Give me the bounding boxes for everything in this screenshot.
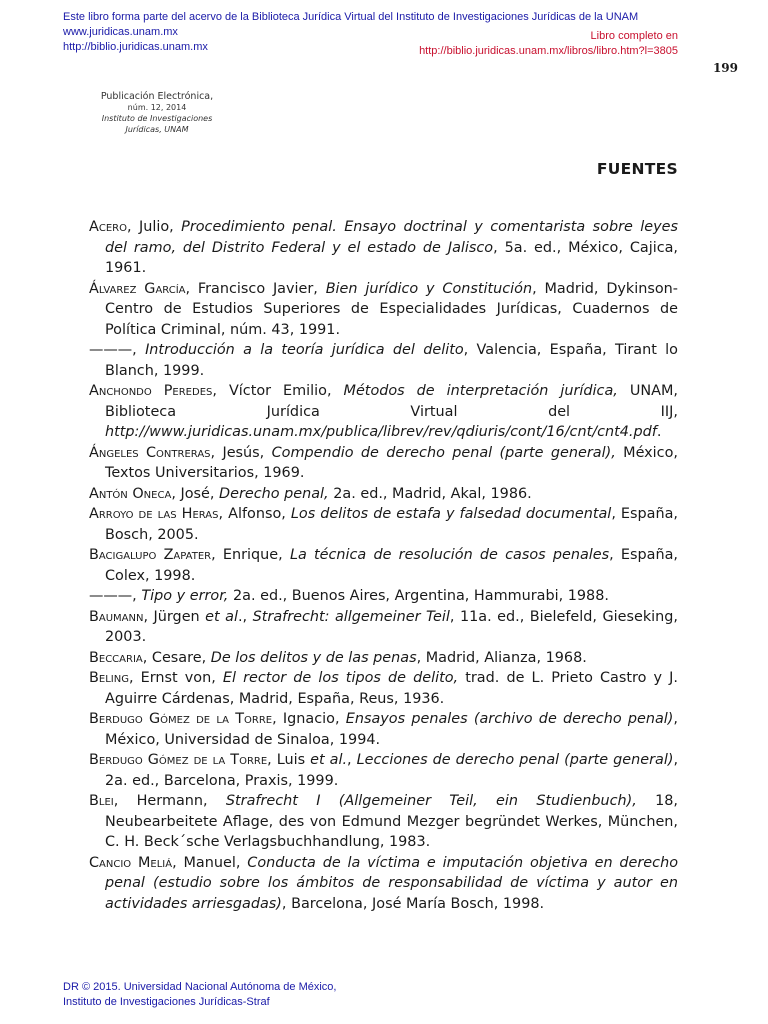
publication-institute: Instituto de Investigaciones	[101, 114, 213, 123]
reference-entry: Acero, Julio, Procedimiento penal. Ensayo doctrinal y comentarista sobre leyes del ramo, del Distrito Federal y el estado de Jalisco, 5a. ed., México, Cajica, 1961.	[89, 219, 679, 276]
reference-entry: Arroyo de las Heras, Alfonso, Los delitos de estafa y falsedad documental, España, Bosch, 2005.	[89, 506, 678, 543]
copyright-footer	[63, 980, 336, 1010]
reference-entry: Anchondo Peredes, Víctor Emilio, Métodos de interpretación jurídica, UNAM, Biblioteca Jurídica Virtual del IIJ, http://www.juridicas.unam.mx/publica/librev/rev/qdiuris/cont/16/cnt/cnt4.pdf.	[89, 383, 678, 440]
full-book-label: Libro completo en	[590, 30, 678, 42]
reference-url[interactable]: http://www.juridicas.unam.mx/publica/librev/rev/qdiuris/cont/16/cnt/cnt4.pdf	[105, 424, 657, 440]
reference-entry: Beling, Ernst von, El rector de los tipos de delito, trad. de L. Prieto Castro y J. Aguirre Cárdenas, Madrid, España, Reus, 1936.	[89, 670, 678, 707]
acervo-notice: Este libro forma parte del acervo de la Biblioteca Jurídica Virtual del Instituto de Investigaciones Jurídicas de la UNAM	[63, 11, 639, 23]
reference-author: Berdugo Gómez de la Torre	[89, 752, 268, 768]
institute-line: Instituto de Investigaciones Jurídicas-Straf	[63, 996, 270, 1008]
reference-entry: Berdugo Gómez de la Torre, Ignacio, Ensayos penales (archivo de derecho penal), México, Universidad de Sinaloa, 1994.	[89, 711, 678, 748]
page-number: 199	[712, 61, 738, 75]
reference-author: Antón Oneca	[89, 485, 172, 502]
reference-entry: ———, Tipo y error, 2a. ed., Buenos Aires, Argentina, Hammurabi, 1988.	[89, 588, 609, 604]
reference-list	[89, 217, 678, 914]
biblio-link[interactable]: http://biblio.juridicas.unam.mx	[63, 41, 208, 53]
reference-entry: Ángeles Contreras, Jesús, Compendio de derecho penal (parte general), México, Textos Universitarios, 1969.	[89, 444, 678, 481]
reference-author: Berdugo Gómez de la Torre	[89, 711, 273, 727]
reference-author: Ángeles Contreras	[89, 444, 211, 461]
reference-author: Cancio Meliá	[89, 854, 173, 871]
section-title: FUENTES	[596, 160, 678, 178]
reference-author: Blei	[89, 793, 114, 809]
copyright-line: DR © 2015. Universidad Nacional Autónoma de México,	[63, 981, 337, 993]
reference-entry: Berdugo Gómez de la Torre, Luis et al., Lecciones de derecho penal (parte general), 2a. ed., Barcelona, Praxis, 1999.	[89, 752, 679, 789]
publication-info	[82, 91, 232, 135]
reference-entry: Álvarez García, Francisco Javier, Bien jurídico y Constitución, Madrid, Dykinson-Centro de Estudios Superiores de Especialidades Jurídicas, Cuadernos de Política Criminal, núm. 43, 1991.	[89, 280, 678, 338]
reference-author: Álvarez García	[89, 280, 186, 297]
reference-entry: Blei, Hermann, Strafrecht I (Allgemeiner Teil, ein Studienbuch), 18, Neubearbeitete Aflage, des von Edmund Mezger begründet Werkes, München, C. H. Beck´sche Verlagsbuchhandlung, 1983.	[89, 793, 679, 850]
reference-entry: Baumann, Jürgen et al., Strafrecht: allgemeiner Teil, 11a. ed., Bielefeld, Gieseking, 2003.	[89, 608, 678, 645]
reference-entry: Beccaria, Cesare, De los delitos y de las penas, Madrid, Alianza, 1968.	[89, 649, 587, 666]
reference-author: Anchondo Peredes	[89, 383, 213, 399]
reference-entry: Antón Oneca, José, Derecho penal, 2a. ed., Madrid, Akal, 1986.	[89, 485, 532, 502]
reference-entry: Cancio Meliá, Manuel, Conducta de la víctima e imputación objetiva en derecho penal (estudio sobre los ámbitos de responsabilidad de víctima y autor en actividades arriesgadas), Barcelona, José María Bosch, 1998.	[89, 854, 678, 912]
publication-issue: núm. 12, 2014	[127, 103, 187, 112]
publication-university: Jurídicas, UNAM	[125, 125, 189, 134]
reference-author: Baumann	[89, 608, 144, 625]
full-book-notice	[419, 29, 678, 59]
reference-author: Arroyo de las Heras	[89, 506, 219, 522]
reference-author: Acero	[89, 219, 127, 235]
reference-author: Bacigalupo Zapater	[89, 547, 212, 563]
juridicas-link[interactable]: www.juridicas.unam.mx	[63, 26, 178, 38]
reference-author: Beling	[89, 670, 129, 686]
publication-type: Publicación Electrónica,	[100, 91, 214, 102]
reference-entry: Bacigalupo Zapater, Enrique, La técnica de resolución de casos penales, España, Colex, 1998.	[89, 547, 678, 584]
full-book-link[interactable]: http://biblio.juridicas.unam.mx/libros/libro.htm?l=3805	[419, 45, 678, 57]
reference-entry: ———, Introducción a la teoría jurídica del delito, Valencia, España, Tirant lo Blanch, 1999.	[89, 342, 678, 379]
reference-author: Beccaria	[89, 649, 143, 666]
